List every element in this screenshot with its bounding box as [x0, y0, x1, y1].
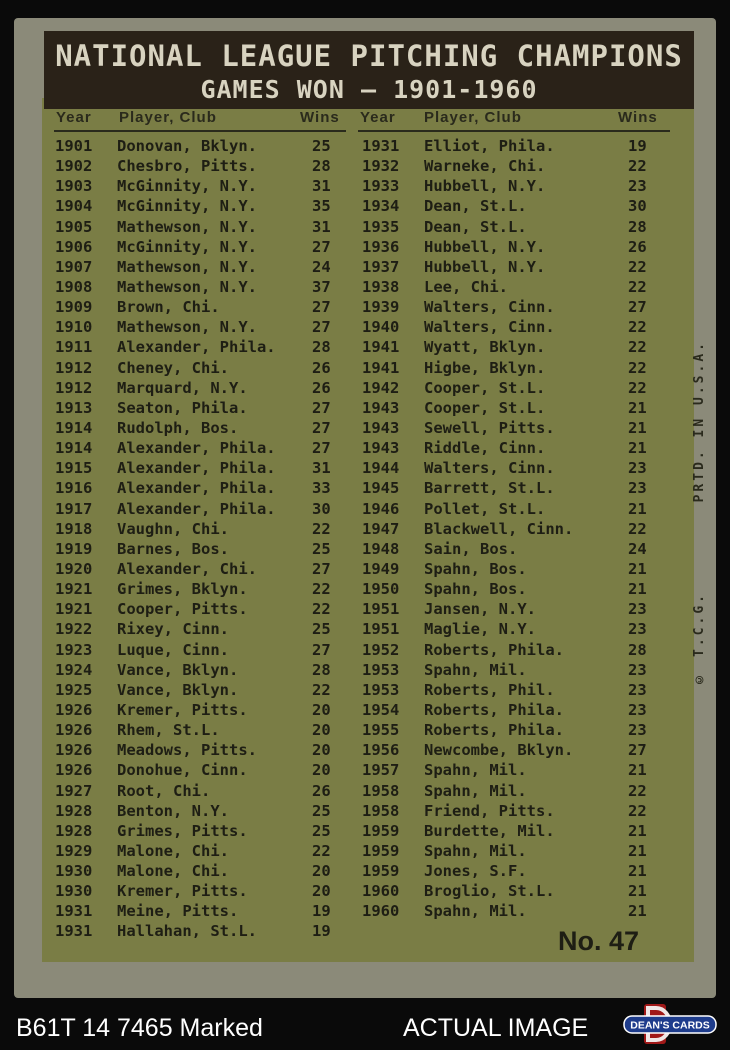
wins-cell: 19: [628, 137, 647, 155]
wins-cell: 22: [628, 519, 647, 538]
wins-cell: 19: [312, 902, 331, 921]
player-club-cell: Jansen, N.Y.: [424, 600, 536, 619]
player-club-cell: Sewell, Pitts.: [424, 418, 555, 437]
wins-cell: 28: [312, 338, 331, 357]
year-cell: 1945: [362, 479, 400, 498]
wins-cell: 22: [312, 519, 331, 538]
year-cell: 1942: [362, 378, 400, 397]
wins-cell: 26: [312, 358, 331, 377]
wins-cell: 23: [628, 700, 647, 719]
player-club-cell: Riddle, Cinn.: [424, 439, 546, 458]
wins-cell: 28: [628, 217, 647, 236]
year-cell: 1922: [55, 620, 93, 639]
player-club-cell: Hubbell, N.Y.: [424, 257, 546, 276]
player-club-cell: Spahn, Bos.: [424, 580, 527, 599]
year-cell: 1910: [55, 318, 93, 337]
card-title: NATIONAL LEAGUE PITCHING CHAMPIONS: [55, 39, 683, 73]
year-cell: 1931: [55, 922, 93, 941]
player-club-cell: Kremer, Pitts.: [117, 700, 248, 719]
year-cell: 1941: [362, 338, 400, 357]
wins-cell: 30: [312, 499, 331, 518]
player-club-cell: Mathewson, N.Y.: [117, 257, 257, 276]
wins-cell: 26: [312, 378, 331, 397]
player-club-cell: Malone, Chi.: [117, 862, 229, 881]
wins-cell: 31: [312, 177, 331, 196]
player-club-cell: Rhem, St.L.: [117, 721, 220, 740]
player-club-cell: Spahn, Mil.: [424, 761, 527, 780]
player-club-cell: Vaughn, Chi.: [117, 519, 229, 538]
wins-cell: 25: [312, 620, 331, 639]
wins-cell: 23: [628, 177, 647, 196]
wins-cell: 27: [628, 298, 647, 317]
wins-cell: 25: [312, 821, 331, 840]
year-cell: 1935: [362, 217, 400, 236]
wins-cell: 24: [628, 539, 647, 558]
player-club-cell: Chesbro, Pitts.: [117, 157, 257, 176]
year-cell: 1914: [55, 439, 93, 458]
wins-cell: 33: [312, 479, 331, 498]
year-cell: 1959: [362, 841, 400, 860]
wins-cell: 22: [628, 801, 647, 820]
year-cell: 1928: [55, 801, 93, 820]
year-cell: 1918: [55, 519, 93, 538]
player-club-cell: Hallahan, St.L.: [117, 922, 257, 941]
year-cell: 1927: [55, 781, 93, 800]
year-cell: 1946: [362, 499, 400, 518]
year-cell: 1907: [55, 257, 93, 276]
year-cell: 1944: [362, 459, 400, 478]
printed-in-usa-text: PRTD. IN U.S.A.: [692, 340, 707, 503]
copyright-text: © T.C.G.: [692, 592, 707, 686]
wins-cell: 27: [312, 398, 331, 417]
year-cell: 1960: [362, 882, 400, 901]
year-cell: 1931: [362, 137, 400, 155]
year-cell: 1954: [362, 700, 400, 719]
year-cell: 1909: [55, 298, 93, 317]
footer-actual-image-label: ACTUAL IMAGE: [403, 1014, 589, 1042]
wins-cell: 20: [312, 721, 331, 740]
player-club-cell: Spahn, Mil.: [424, 660, 527, 679]
player-club-cell: Jones, S.F.: [424, 862, 527, 881]
player-club-cell: Meadows, Pitts.: [117, 741, 257, 760]
wins-cell: 28: [628, 640, 647, 659]
player-club-cell: Alexander, Phila.: [117, 479, 276, 498]
wins-cell: 21: [628, 499, 647, 518]
wins-cell: 22: [312, 841, 331, 860]
player-club-cell: Grimes, Bklyn.: [117, 580, 248, 599]
player-club-cell: Hubbell, N.Y.: [424, 237, 546, 256]
wins-cell: 23: [628, 680, 647, 699]
wins-cell: 27: [312, 559, 331, 578]
player-club-cell: Spahn, Mil.: [424, 781, 527, 800]
year-cell: 1952: [362, 640, 400, 659]
col-header-year-right: Year: [360, 109, 396, 126]
player-club-cell: Spahn, Mil.: [424, 902, 527, 921]
wins-cell: 22: [628, 257, 647, 276]
player-club-cell: Newcombe, Bklyn.: [424, 741, 574, 760]
wins-cell: 20: [312, 741, 331, 760]
player-club-cell: Roberts, Phila.: [424, 721, 564, 740]
player-club-cell: McGinnity, N.Y.: [117, 237, 257, 256]
player-club-cell: Blackwell, Cinn.: [424, 519, 574, 538]
wins-cell: 21: [628, 882, 647, 901]
year-cell: 1959: [362, 821, 400, 840]
wins-cell: 30: [628, 197, 647, 216]
year-cell: 1905: [55, 217, 93, 236]
wins-cell: 23: [628, 721, 647, 740]
year-cell: 1958: [362, 781, 400, 800]
wins-cell: 25: [312, 137, 331, 155]
year-cell: 1956: [362, 741, 400, 760]
player-club-cell: Roberts, Phila.: [424, 640, 564, 659]
year-cell: 1901: [55, 137, 93, 155]
player-club-cell: Spahn, Mil.: [424, 841, 527, 860]
year-cell: 1958: [362, 801, 400, 820]
year-cell: 1913: [55, 398, 93, 417]
wins-cell: 21: [628, 902, 647, 921]
wins-cell: 26: [628, 237, 647, 256]
year-cell: 1923: [55, 640, 93, 659]
wins-cell: 28: [312, 157, 331, 176]
player-club-cell: Grimes, Pitts.: [117, 821, 248, 840]
year-cell: 1908: [55, 277, 93, 296]
year-cell: 1926: [55, 721, 93, 740]
card-subtitle: GAMES WON — 1901-1960: [200, 75, 538, 104]
player-club-cell: Mathewson, N.Y.: [117, 217, 257, 236]
player-club-cell: Mathewson, N.Y.: [117, 277, 257, 296]
col-header-player-left: Player, Club: [119, 109, 217, 126]
wins-cell: 27: [312, 418, 331, 437]
player-club-cell: Cooper, St.L.: [424, 378, 546, 397]
wins-cell: 23: [628, 600, 647, 619]
year-cell: 1949: [362, 559, 400, 578]
player-club-cell: Malone, Chi.: [117, 841, 229, 860]
wins-cell: 21: [628, 439, 647, 458]
player-club-cell: Dean, St.L.: [424, 217, 527, 236]
year-cell: 1928: [55, 821, 93, 840]
player-club-cell: Alexander, Phila.: [117, 338, 276, 357]
year-cell: 1921: [55, 580, 93, 599]
player-club-cell: Rudolph, Bos.: [117, 418, 239, 437]
player-club-cell: Dean, St.L.: [424, 197, 527, 216]
wins-cell: 25: [312, 539, 331, 558]
wins-cell: 31: [312, 217, 331, 236]
wins-cell: 21: [628, 841, 647, 860]
player-club-cell: Seaton, Phila.: [117, 398, 248, 417]
wins-cell: 20: [312, 882, 331, 901]
col-header-player-right: Player, Club: [424, 109, 522, 126]
player-club-cell: Pollet, St.L.: [424, 499, 546, 518]
logo-graphic: [622, 1004, 718, 1044]
year-cell: 1903: [55, 177, 93, 196]
year-cell: 1929: [55, 841, 93, 860]
year-cell: 1906: [55, 237, 93, 256]
player-club-cell: Donovan, Bklyn.: [117, 137, 257, 155]
year-cell: 1926: [55, 761, 93, 780]
year-cell: 1953: [362, 660, 400, 679]
player-club-cell: Elliot, Phila.: [424, 137, 555, 155]
player-club-cell: Hubbell, N.Y.: [424, 177, 546, 196]
year-cell: 1914: [55, 418, 93, 437]
player-club-cell: Mathewson, N.Y.: [117, 318, 257, 337]
year-cell: 1951: [362, 600, 400, 619]
year-cell: 1916: [55, 479, 93, 498]
year-cell: 1940: [362, 318, 400, 337]
year-cell: 1912: [55, 378, 93, 397]
wins-cell: 23: [628, 479, 647, 498]
player-club-cell: Lee, Chi.: [424, 277, 508, 296]
wins-cell: 22: [628, 318, 647, 337]
player-club-cell: Alexander, Chi.: [117, 559, 257, 578]
player-club-cell: Alexander, Phila.: [117, 499, 276, 518]
player-club-cell: Alexander, Phila.: [117, 439, 276, 458]
wins-cell: 37: [312, 277, 331, 296]
player-club-cell: Higbe, Bklyn.: [424, 358, 546, 377]
year-cell: 1934: [362, 197, 400, 216]
year-cell: 1917: [55, 499, 93, 518]
wins-cell: 24: [312, 257, 331, 276]
wins-cell: 22: [312, 680, 331, 699]
player-club-cell: Cooper, St.L.: [424, 398, 546, 417]
card-number: No. 47: [558, 926, 640, 956]
wins-cell: 21: [628, 559, 647, 578]
wins-cell: 21: [628, 761, 647, 780]
year-cell: 1931: [55, 902, 93, 921]
year-cell: 1938: [362, 277, 400, 296]
year-cell: 1959: [362, 862, 400, 881]
year-cell: 1902: [55, 157, 93, 176]
wins-cell: 35: [312, 197, 331, 216]
card-header: [44, 31, 694, 109]
header-rule-left: [54, 130, 346, 132]
year-cell: 1957: [362, 761, 400, 780]
year-cell: 1953: [362, 680, 400, 699]
wins-cell: 22: [312, 600, 331, 619]
player-club-cell: Friend, Pitts.: [424, 801, 555, 820]
player-club-cell: Warneke, Chi.: [424, 157, 546, 176]
wins-cell: 31: [312, 459, 331, 478]
player-club-cell: Root, Chi.: [117, 781, 211, 800]
player-club-cell: Rixey, Cinn.: [117, 620, 229, 639]
deans-cards-logo[interactable]: [622, 1004, 718, 1044]
header-rule-right: [358, 130, 670, 132]
year-cell: 1932: [362, 157, 400, 176]
wins-cell: 21: [628, 580, 647, 599]
player-club-cell: Broglio, St.L.: [424, 882, 555, 901]
year-cell: 1912: [55, 358, 93, 377]
wins-cell: 26: [312, 781, 331, 800]
year-cell: 1904: [55, 197, 93, 216]
player-club-cell: Vance, Bklyn.: [117, 660, 239, 679]
wins-cell: 21: [628, 398, 647, 417]
wins-cell: 20: [312, 761, 331, 780]
player-club-cell: Walters, Cinn.: [424, 459, 555, 478]
year-cell: 1951: [362, 620, 400, 639]
year-cell: 1920: [55, 559, 93, 578]
year-cell: 1926: [55, 741, 93, 760]
year-cell: 1936: [362, 237, 400, 256]
wins-cell: 22: [312, 580, 331, 599]
player-club-cell: Spahn, Bos.: [424, 559, 527, 578]
year-cell: 1960: [362, 902, 400, 921]
player-club-cell: Cooper, Pitts.: [117, 600, 248, 619]
logo-text: DEAN'S CARDS: [630, 1019, 710, 1032]
wins-cell: 23: [628, 459, 647, 478]
wins-cell: 21: [628, 821, 647, 840]
player-club-cell: Vance, Bklyn.: [117, 680, 239, 699]
year-cell: 1911: [55, 338, 93, 357]
col-header-wins-left: Wins: [300, 109, 340, 126]
player-club-cell: Barnes, Bos.: [117, 539, 229, 558]
player-club-cell: McGinnity, N.Y.: [117, 177, 257, 196]
wins-cell: 22: [628, 358, 647, 377]
year-cell: 1924: [55, 660, 93, 679]
year-cell: 1919: [55, 539, 93, 558]
player-club-cell: Burdette, Mil.: [424, 821, 555, 840]
wins-cell: 19: [312, 922, 331, 941]
wins-cell: 27: [312, 439, 331, 458]
year-cell: 1943: [362, 439, 400, 458]
player-club-cell: Roberts, Phil.: [424, 680, 555, 699]
wins-cell: 20: [312, 700, 331, 719]
player-club-cell: Maglie, N.Y.: [424, 620, 536, 639]
wins-cell: 25: [312, 801, 331, 820]
player-club-cell: Benton, N.Y.: [117, 801, 229, 820]
player-club-cell: Walters, Cinn.: [424, 298, 555, 317]
year-cell: 1937: [362, 257, 400, 276]
wins-cell: 22: [628, 157, 647, 176]
year-cell: 1933: [362, 177, 400, 196]
col-header-year-left: Year: [56, 109, 92, 126]
wins-cell: 28: [312, 660, 331, 679]
year-cell: 1941: [362, 358, 400, 377]
player-club-cell: Sain, Bos.: [424, 539, 518, 558]
player-club-cell: Barrett, St.L.: [424, 479, 555, 498]
player-club-cell: Walters, Cinn.: [424, 318, 555, 337]
wins-cell: 27: [628, 741, 647, 760]
player-club-cell: Roberts, Phila.: [424, 700, 564, 719]
year-cell: 1948: [362, 539, 400, 558]
player-club-cell: Donohue, Cinn.: [117, 761, 248, 780]
wins-cell: 22: [628, 781, 647, 800]
wins-cell: 21: [628, 862, 647, 881]
year-cell: 1947: [362, 519, 400, 538]
year-cell: 1925: [55, 680, 93, 699]
year-cell: 1950: [362, 580, 400, 599]
player-club-cell: Wyatt, Bklyn.: [424, 338, 546, 357]
wins-cell: 27: [312, 640, 331, 659]
wins-cell: 21: [628, 418, 647, 437]
year-cell: 1915: [55, 459, 93, 478]
year-cell: 1943: [362, 418, 400, 437]
wins-cell: 27: [312, 298, 331, 317]
wins-cell: 23: [628, 660, 647, 679]
wins-cell: 20: [312, 862, 331, 881]
footer-sku-label: B61T 14 7465 Marked: [16, 1014, 263, 1042]
wins-cell: 22: [628, 378, 647, 397]
year-cell: 1921: [55, 600, 93, 619]
player-club-cell: Alexander, Phila.: [117, 459, 276, 478]
player-club-cell: Brown, Chi.: [117, 298, 220, 317]
player-club-cell: Kremer, Pitts.: [117, 882, 248, 901]
player-club-cell: Meine, Pitts.: [117, 902, 239, 921]
player-club-cell: Luque, Cinn.: [117, 640, 229, 659]
wins-cell: 27: [312, 237, 331, 256]
player-club-cell: McGinnity, N.Y.: [117, 197, 257, 216]
year-cell: 1930: [55, 862, 93, 881]
year-cell: 1926: [55, 700, 93, 719]
col-header-wins-right: Wins: [618, 109, 658, 126]
year-cell: 1939: [362, 298, 400, 317]
year-cell: 1930: [55, 882, 93, 901]
player-club-cell: Marquard, N.Y.: [117, 378, 248, 397]
wins-cell: 22: [628, 277, 647, 296]
wins-cell: 22: [628, 338, 647, 357]
year-cell: 1955: [362, 721, 400, 740]
wins-cell: 27: [312, 318, 331, 337]
year-cell: 1943: [362, 398, 400, 417]
wins-cell: 23: [628, 620, 647, 639]
player-club-cell: Cheney, Chi.: [117, 358, 229, 377]
